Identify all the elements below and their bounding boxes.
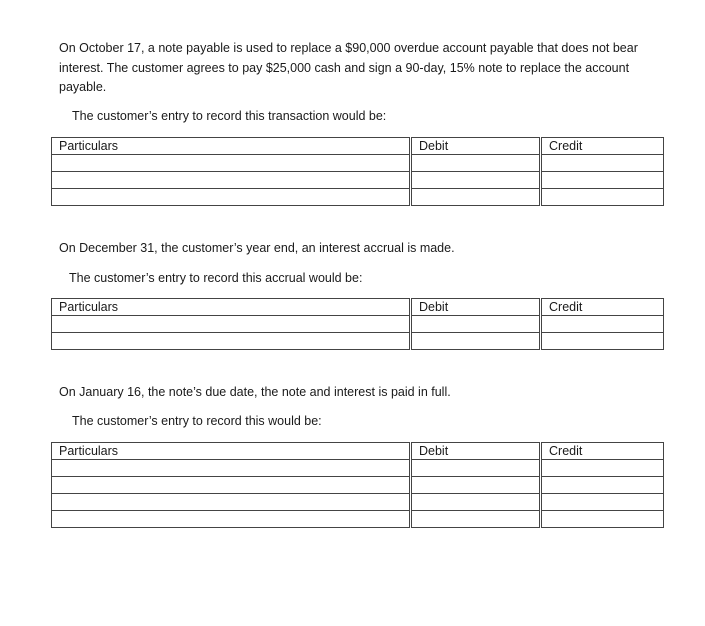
particulars-header: Particulars <box>52 443 411 460</box>
debit-cell[interactable] <box>411 189 541 206</box>
particulars-cell[interactable] <box>52 316 411 333</box>
section2-prompt: The customer’s entry to record this accrual would be: <box>69 271 363 285</box>
particulars-cell[interactable] <box>52 189 411 206</box>
debit-header: Debit <box>411 299 541 316</box>
credit-cell[interactable] <box>541 477 664 494</box>
credit-cell[interactable] <box>541 155 664 172</box>
particulars-cell[interactable] <box>52 460 411 477</box>
particulars-cell[interactable] <box>52 172 411 189</box>
credit-header: Credit <box>541 138 664 155</box>
particulars-header: Particulars <box>52 138 411 155</box>
section1-paragraph: On October 17, a note payable is used to replace a $90,000 overdue account payable that does not bear interest. The customer agrees to pay $25,000 cash and sign a 90-day, 15% note to replace the account payable. <box>59 41 638 94</box>
journal-table-2 <box>51 298 664 350</box>
particulars-header: Particulars <box>52 299 411 316</box>
journal-table-3 <box>51 442 664 528</box>
section1-prompt: The customer’s entry to record this transaction would be: <box>72 109 387 123</box>
credit-cell[interactable] <box>541 494 664 511</box>
table-row <box>52 172 664 189</box>
table-row <box>52 316 664 333</box>
debit-cell[interactable] <box>411 155 541 172</box>
table-header-row <box>52 443 664 460</box>
debit-header: Debit <box>411 138 541 155</box>
credit-cell[interactable] <box>541 189 664 206</box>
credit-cell[interactable] <box>541 511 664 528</box>
table-header-row <box>52 138 664 155</box>
table-row <box>52 511 664 528</box>
table-row <box>52 494 664 511</box>
particulars-cell[interactable] <box>52 494 411 511</box>
journal-table-1 <box>51 137 664 206</box>
debit-cell[interactable] <box>411 460 541 477</box>
debit-cell[interactable] <box>411 172 541 189</box>
debit-cell[interactable] <box>411 316 541 333</box>
debit-cell[interactable] <box>411 494 541 511</box>
credit-cell[interactable] <box>541 172 664 189</box>
table-row <box>52 155 664 172</box>
table-row <box>52 189 664 206</box>
debit-header: Debit <box>411 443 541 460</box>
credit-cell[interactable] <box>541 333 664 350</box>
credit-header: Credit <box>541 443 664 460</box>
debit-cell[interactable] <box>411 511 541 528</box>
particulars-cell[interactable] <box>52 155 411 172</box>
particulars-cell[interactable] <box>52 511 411 528</box>
section3-paragraph: On January 16, the note’s due date, the note and interest is paid in full. <box>59 385 451 399</box>
table-row <box>52 477 664 494</box>
particulars-cell[interactable] <box>52 477 411 494</box>
credit-cell[interactable] <box>541 460 664 477</box>
table-row <box>52 460 664 477</box>
section2-paragraph: On December 31, the customer’s year end, an interest accrual is made. <box>59 241 455 255</box>
table-header-row <box>52 299 664 316</box>
credit-cell[interactable] <box>541 316 664 333</box>
credit-header: Credit <box>541 299 664 316</box>
debit-cell[interactable] <box>411 333 541 350</box>
debit-cell[interactable] <box>411 477 541 494</box>
table-row <box>52 333 664 350</box>
particulars-cell[interactable] <box>52 333 411 350</box>
section3-prompt: The customer’s entry to record this would be: <box>72 414 322 428</box>
